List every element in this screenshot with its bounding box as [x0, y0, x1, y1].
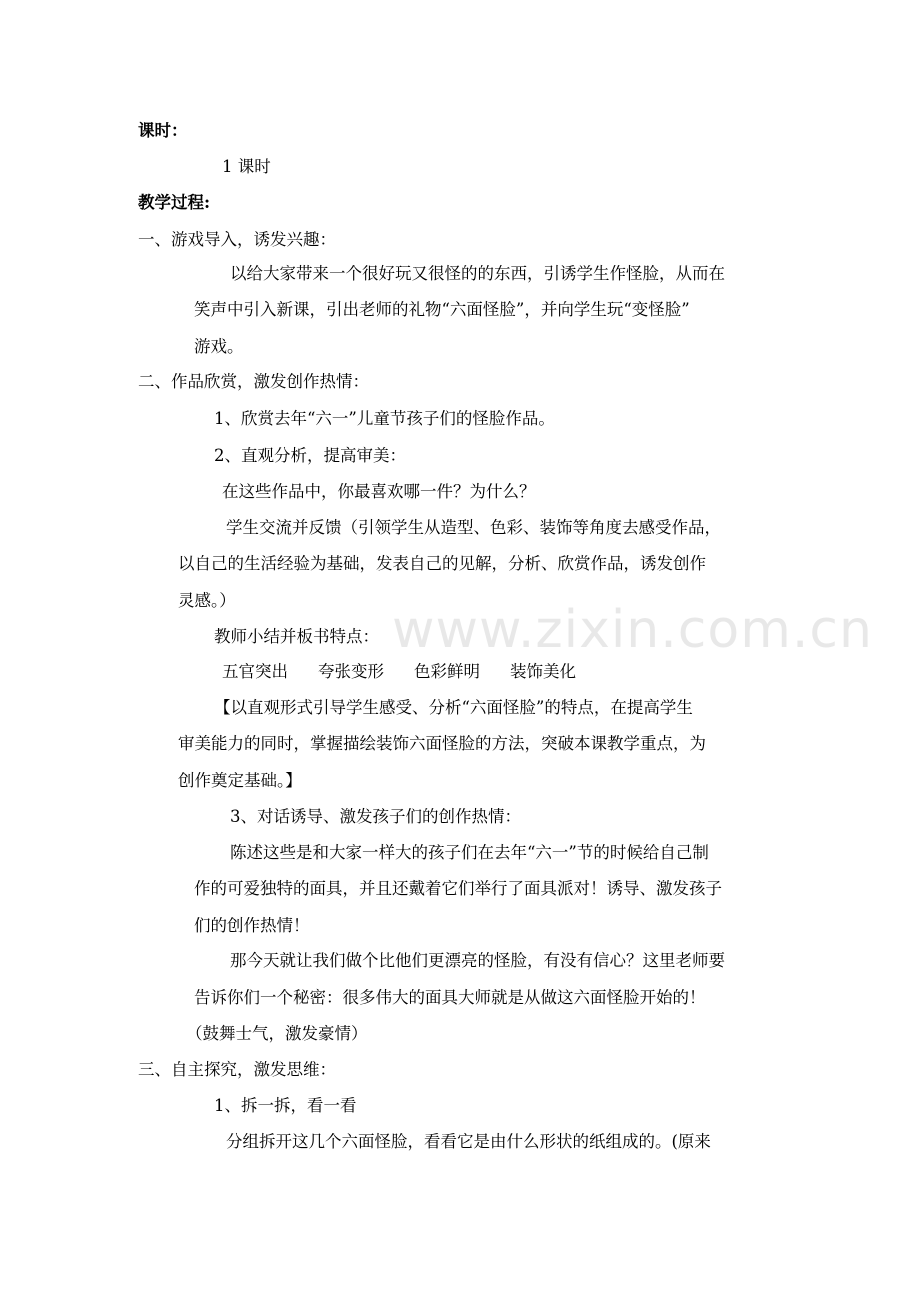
heading-class-hours: 课时：: [138, 121, 188, 140]
paragraph-line: 创作奠定基础。】: [178, 771, 302, 790]
feature-item: 色彩鲜明: [414, 662, 480, 681]
watermark: www.zixin.com.cn: [392, 600, 873, 660]
paragraph-line: 陈述这些是和大家一样大的孩子们在去年“六一”节的时候给自己制: [230, 843, 709, 862]
heading-teaching-process: 教学过程:: [138, 193, 211, 212]
section-two-title: 二、作品欣赏，激发创作热情：: [138, 372, 369, 391]
feature-item: 五官突出: [222, 662, 288, 681]
class-hours-value: 1 课时: [222, 157, 271, 176]
paragraph-line: 游戏。: [194, 337, 244, 356]
feature-item: 装饰美化: [510, 662, 576, 681]
paragraph-line: 告诉你们一个秘密：很多伟大的面具大师就是从做这六面怪脸开始的！: [194, 988, 706, 1007]
feature-list: [222, 660, 576, 684]
paragraph-line: 作的可爱独特的面具，并且还戴着它们举行了面具派对！诱导、激发孩子: [194, 879, 722, 898]
paragraph-line: 学生交流并反馈（引领学生从造型、色彩、装饰等角度去感受作品，: [226, 518, 721, 537]
subsection-item: 3、对话诱导、激发孩子们的创作热情：: [230, 807, 521, 826]
section-three-title: 三、自主探究，激发思维：: [138, 1060, 336, 1079]
paragraph-line: 教师小结并板书特点：: [214, 627, 379, 646]
paragraph-line: 那今天就让我们做个比他们更漂亮的怪脸，有没有信心？这里老师要: [230, 951, 725, 970]
paragraph-line: 以给大家带来一个很好玩又很怪的的东西，引诱学生作怪脸，从而在: [230, 264, 725, 283]
subsection-item: 2、直观分析，提高审美：: [214, 446, 406, 465]
feature-item: 夸张变形: [318, 662, 384, 681]
subsection-item: 1、欣赏去年“六一”儿童节孩子们的怪脸作品。: [214, 409, 555, 428]
paragraph-line: 灵感。）: [178, 591, 236, 610]
paragraph-line: 在这些作品中，你最喜欢哪一件？为什么？: [222, 482, 536, 501]
paragraph-line: 【以直观形式引导学生感受、分析“六面怪脸”的特点，在提高学生: [214, 698, 693, 717]
paragraph-line: 审美能力的同时，掌握描绘装饰六面怪脸的方法，突破本课教学重点，为: [178, 734, 706, 753]
paragraph-line: （鼓舞士气，激发豪情）: [186, 1024, 368, 1043]
paragraph-line: 以自己的生活经验为基础，发表自己的见解，分析、欣赏作品，诱发创作: [178, 554, 706, 573]
paragraph-line: 分组拆开这几个六面怪脸，看看它是由什么形状的纸组成的。(原来: [226, 1132, 711, 1151]
section-one-title: 一、游戏导入，诱发兴趣：: [138, 230, 336, 249]
subsection-item: 1、拆一拆，看一看: [214, 1096, 357, 1115]
paragraph-line: 们的创作热情！: [194, 916, 310, 935]
paragraph-line: 笑声中引入新课，引出老师的礼物“六面怪脸”，并向学生玩“变怪脸”: [194, 300, 690, 319]
